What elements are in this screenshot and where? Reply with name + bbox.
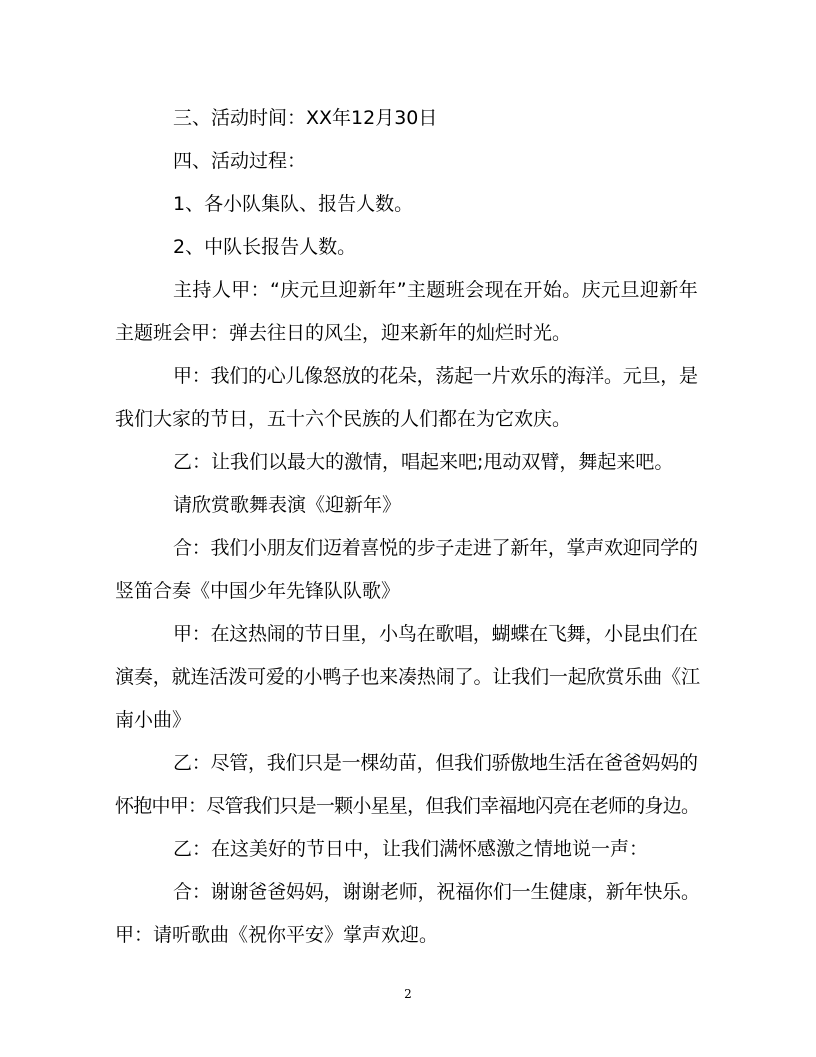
text-line-host-opening-cont: 主题班会甲：弹去往日的风尘，迎来新年的灿烂时光。 (115, 322, 572, 344)
text-line-jia-1: 甲：我们的心儿像怒放的花朵，荡起一片欢乐的海洋。元旦，是 (173, 365, 698, 387)
text-line-activity-time: 三、活动时间：XX年12月30日 (173, 107, 438, 129)
text-line-jia-2-end: 南小曲》 (115, 709, 192, 731)
text-line-yi-2-cont: 怀抱中甲：尽管我们只是一颗小星星，但我们幸福地闪亮在老师的身边。 (115, 795, 700, 817)
page-number: 2 (404, 987, 412, 1001)
text-line-step-2: 2、中队长报告人数。 (173, 236, 357, 258)
text-line-he-2: 合：谢谢爸爸妈妈，谢谢老师，祝福你们一生健康，新年快乐。 (173, 881, 700, 903)
text-line-song-dance: 请欣赏歌舞表演《迎新年》 (173, 494, 402, 516)
text-line-jia-2-cont: 演奏，就连活泼可爱的小鸭子也来凑热闹了。让我们一起欣赏乐曲《江 (115, 666, 700, 688)
text-line-jia-3: 甲：请听歌曲《祝你平安》掌声欢迎。 (115, 924, 439, 946)
text-line-he-1: 合：我们小朋友们迈着喜悦的步子走进了新年，掌声欢迎同学的 (173, 537, 698, 559)
text-line-he-1-cont: 竖笛合奏《中国少年先锋队队歌》 (115, 580, 401, 602)
text-line-step-1: 1、各小队集队、报告人数。 (173, 193, 414, 215)
text-line-activity-process: 四、活动过程： (173, 150, 307, 172)
text-line-host-opening: 主持人甲：“庆元旦迎新年”主题班会现在开始。庆元旦迎新年 (173, 279, 699, 301)
text-line-yi-3: 乙：在这美好的节日中，让我们满怀感激之情地说一声： (173, 838, 649, 860)
text-line-jia-1-cont: 我们大家的节日，五十六个民族的人们都在为它欢庆。 (115, 408, 572, 430)
text-line-jia-2: 甲：在这热闹的节日里，小鸟在歌唱，蝴蝶在飞舞，小昆虫们在 (173, 623, 698, 645)
text-line-yi-1: 乙：让我们以最大的激情，唱起来吧;甩动双臂，舞起来吧。 (173, 451, 674, 473)
text-line-yi-2: 乙：尽管，我们只是一棵幼苗，但我们骄傲地生活在爸爸妈妈的 (173, 752, 698, 774)
